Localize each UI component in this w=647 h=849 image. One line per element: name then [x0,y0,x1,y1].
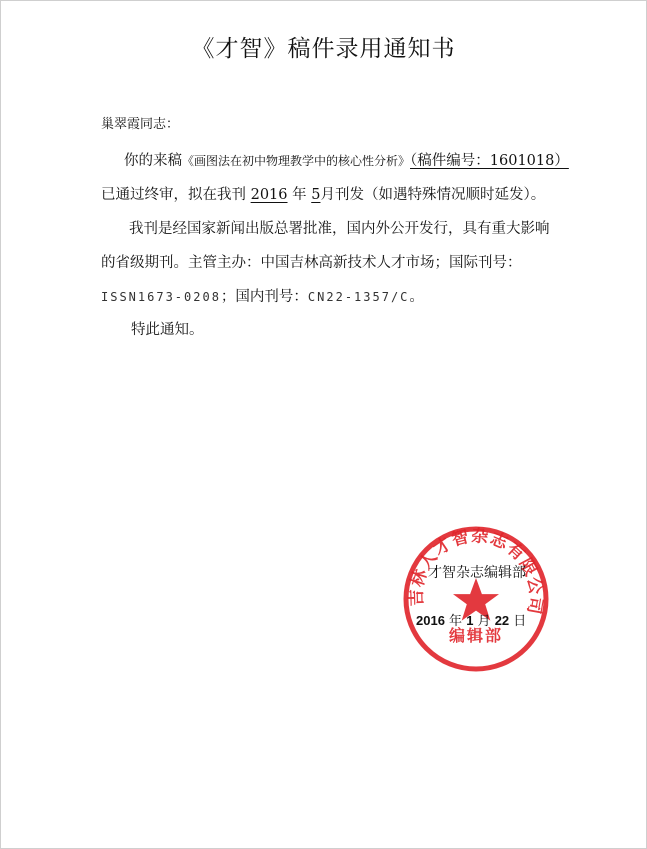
signature-day: 22 [494,613,510,628]
cn-number: CN22-1357/C [307,290,410,304]
signature-month: 1 [466,613,474,628]
paragraph-line-3: 我刊是经国家新闻出版总署批准，国内外公开发行，具有重大影响 [129,221,550,237]
signature-year: 2016 [416,613,445,628]
seal-arc-textpath: 吉林人才智杂志有限公司 [406,526,546,617]
line2-text-c: 月刊发（如遇特殊情况顺时延发）。 [320,187,546,203]
signature-department: 才智杂志编辑部 [428,565,526,581]
publish-year: 2016 [250,187,288,203]
document-title: 《才智》稿件录用通知书 [191,36,456,62]
signature-date [416,610,526,629]
paragraph-line-2 [101,183,545,204]
official-seal [401,524,551,674]
month-unit: 月 [473,614,495,629]
issn-number: ISSN1673-0208 [101,290,221,304]
paragraph-line-1 [124,149,569,170]
manuscript-number: （稿件编号：1601018） [410,153,569,169]
article-title: 《画图法在初中物理教学中的核心性分析》 [182,154,411,168]
closing-line: 特此通知。 [131,322,204,338]
cn-label: ；国内刊号： [220,289,308,305]
paragraph-line-5 [101,285,424,306]
seal-sub-text: 编辑部 [448,626,504,645]
day-unit: 日 [509,614,527,629]
line5-end: 。 [409,289,424,305]
line2-text-a: 已通过终审，拟在我刊 [101,187,251,203]
greeting: 巢翠霞同志： [101,117,180,132]
line1-prefix: 你的来稿 [124,153,182,169]
paragraph-line-4: 的省级期刊。主管主办：中国吉林高新技术人才市场；国际刊号： [101,255,522,271]
line2-text-b: 年 [287,187,312,203]
year-unit: 年 [444,614,467,629]
publish-month: 5 [311,187,321,203]
